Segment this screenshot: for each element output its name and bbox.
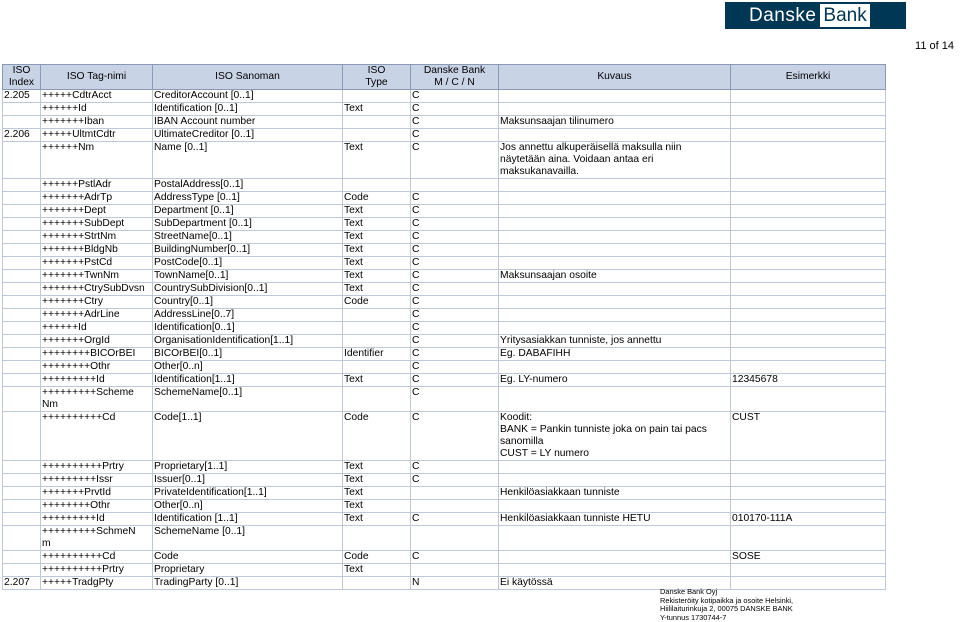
table-body xyxy=(3,90,886,590)
cell-message-element: SubDepartment [0..1] xyxy=(153,218,343,231)
footer-line: Rekisteröity kotipaikka ja osoite Helsinki, xyxy=(660,595,794,605)
cell-description xyxy=(499,526,731,551)
cell-description: Henkilöasiakkaan tunniste xyxy=(499,487,731,500)
cell-tag-name: ++++++++++Cd xyxy=(41,412,153,461)
cell-iso-index xyxy=(3,270,41,283)
cell-mcn: C xyxy=(411,90,499,103)
cell-iso-index xyxy=(3,551,41,564)
cell-description xyxy=(499,179,731,192)
cell-description xyxy=(499,564,731,577)
header-iso-message: ISO Sanoman xyxy=(153,65,343,90)
cell-tag-name: +++++++AdrLine xyxy=(41,309,153,322)
cell-description xyxy=(499,296,731,309)
table-row xyxy=(3,142,886,179)
cell-mcn: C xyxy=(411,309,499,322)
cell-message-element: Identification[0..1] xyxy=(153,322,343,335)
cell-message-element: SchemeName [0..1] xyxy=(153,526,343,551)
cell-mcn: C xyxy=(411,474,499,487)
cell-tag-name: ++++++Nm xyxy=(41,142,153,179)
table-row xyxy=(3,90,886,103)
cell-type: Text xyxy=(343,461,411,474)
cell-message-element: SchemeName[0..1] xyxy=(153,387,343,412)
table-row xyxy=(3,374,886,387)
cell-mcn: C xyxy=(411,412,499,461)
table-row xyxy=(3,461,886,474)
cell-description xyxy=(499,500,731,513)
cell-description xyxy=(499,192,731,205)
cell-tag-name: ++++++++++Prtry xyxy=(41,461,153,474)
cell-type: Text xyxy=(343,374,411,387)
cell-message-element: CountrySubDivision[0..1] xyxy=(153,283,343,296)
cell-example xyxy=(731,192,886,205)
cell-example xyxy=(731,205,886,218)
cell-description xyxy=(499,90,731,103)
cell-tag-name: +++++TradgPty xyxy=(41,577,153,590)
cell-type: Text xyxy=(343,103,411,116)
cell-type: Code xyxy=(343,192,411,205)
table-row xyxy=(3,296,886,309)
cell-description xyxy=(499,129,731,142)
table-row xyxy=(3,361,886,374)
cell-message-element: Proprietary[1..1] xyxy=(153,461,343,474)
cell-iso-index xyxy=(3,296,41,309)
cell-description: Eg. LY-numero xyxy=(499,374,731,387)
cell-example xyxy=(731,461,886,474)
cell-tag-name: ++++++++BICOrBEI xyxy=(41,348,153,361)
header-iso-index: ISO Index xyxy=(3,65,41,90)
cell-mcn: C xyxy=(411,257,499,270)
table-row xyxy=(3,192,886,205)
cell-iso-index xyxy=(3,179,41,192)
cell-tag-name: ++++++++++Cd xyxy=(41,551,153,564)
table-row xyxy=(3,283,886,296)
table-row xyxy=(3,564,886,577)
cell-example xyxy=(731,487,886,500)
cell-description xyxy=(499,257,731,270)
table-header-row xyxy=(3,65,886,90)
cell-type xyxy=(343,387,411,412)
cell-example xyxy=(731,129,886,142)
cell-mcn xyxy=(411,526,499,551)
cell-type: Text xyxy=(343,564,411,577)
cell-example xyxy=(731,309,886,322)
cell-mcn: C xyxy=(411,283,499,296)
cell-tag-name: +++++++++Id xyxy=(41,513,153,526)
cell-mcn xyxy=(411,564,499,577)
cell-message-element: PostCode[0..1] xyxy=(153,257,343,270)
cell-mcn: C xyxy=(411,192,499,205)
cell-message-element: Other[0..n] xyxy=(153,500,343,513)
cell-tag-name: +++++UltmtCdtr xyxy=(41,129,153,142)
cell-example xyxy=(731,231,886,244)
cell-mcn: C xyxy=(411,231,499,244)
cell-message-element: AddressType [0..1] xyxy=(153,192,343,205)
cell-example xyxy=(731,348,886,361)
cell-message-element: Proprietary xyxy=(153,564,343,577)
footer-line: Hiililaiturinkuja 2, 00075 DANSKE BANK xyxy=(660,604,793,614)
table-row xyxy=(3,348,886,361)
cell-example xyxy=(731,103,886,116)
cell-type: Text xyxy=(343,244,411,257)
cell-tag-name: +++++++++Scheme Nm xyxy=(41,387,153,412)
cell-iso-index xyxy=(3,192,41,205)
header-danske-bank-mcn: Danske Bank M / C / N xyxy=(411,65,499,90)
cell-type: Text xyxy=(343,487,411,500)
cell-type xyxy=(343,577,411,590)
cell-mcn: C xyxy=(411,270,499,283)
cell-tag-name: ++++++++Othr xyxy=(41,500,153,513)
cell-mcn xyxy=(411,487,499,500)
cell-tag-name: ++++++PstlAdr xyxy=(41,179,153,192)
cell-example xyxy=(731,244,886,257)
cell-tag-name: ++++++++Othr xyxy=(41,361,153,374)
cell-example xyxy=(731,526,886,551)
cell-message-element: Code xyxy=(153,551,343,564)
cell-message-element: IBAN Account number xyxy=(153,116,343,129)
cell-mcn: C xyxy=(411,513,499,526)
cell-message-element: AddressLine[0..7] xyxy=(153,309,343,322)
cell-message-element: Identification [0..1] xyxy=(153,103,343,116)
cell-mcn: N xyxy=(411,577,499,590)
cell-iso-index xyxy=(3,244,41,257)
cell-type: Text xyxy=(343,500,411,513)
table-row xyxy=(3,218,886,231)
cell-message-element: UltimateCreditor [0..1] xyxy=(153,129,343,142)
cell-tag-name: +++++++OrgId xyxy=(41,335,153,348)
cell-example xyxy=(731,179,886,192)
cell-iso-index xyxy=(3,412,41,461)
cell-iso-index xyxy=(3,387,41,412)
cell-iso-index xyxy=(3,361,41,374)
cell-type: Text xyxy=(343,218,411,231)
cell-mcn: C xyxy=(411,551,499,564)
cell-example xyxy=(731,90,886,103)
cell-mcn: C xyxy=(411,374,499,387)
cell-description xyxy=(499,283,731,296)
table-row xyxy=(3,205,886,218)
cell-description xyxy=(499,309,731,322)
table-row xyxy=(3,387,886,412)
footer-line: Y-tunnus 1730744-7 xyxy=(660,612,727,622)
cell-mcn: C xyxy=(411,361,499,374)
cell-mcn: C xyxy=(411,296,499,309)
cell-description: Henkilöasiakkaan tunniste HETU xyxy=(499,513,731,526)
cell-mcn: C xyxy=(411,218,499,231)
cell-description: Yritysasiakkan tunniste, jos annettu xyxy=(499,335,731,348)
table-row xyxy=(3,244,886,257)
cell-message-element: StreetName[0..1] xyxy=(153,231,343,244)
header-iso-type: ISO Type xyxy=(343,65,411,90)
table-row xyxy=(3,487,886,500)
cell-iso-index xyxy=(3,322,41,335)
cell-iso-index xyxy=(3,348,41,361)
cell-message-element: Country[0..1] xyxy=(153,296,343,309)
table-row xyxy=(3,257,886,270)
cell-mcn: C xyxy=(411,116,499,129)
cell-type: Identifier xyxy=(343,348,411,361)
cell-type xyxy=(343,90,411,103)
cell-type: Text xyxy=(343,231,411,244)
cell-iso-index xyxy=(3,335,41,348)
cell-message-element: Issuer[0..1] xyxy=(153,474,343,487)
footer-line: Danske Bank Oyj xyxy=(660,587,718,596)
table-row xyxy=(3,103,886,116)
cell-description xyxy=(499,474,731,487)
cell-message-element: Name [0..1] xyxy=(153,142,343,179)
table-row xyxy=(3,551,886,564)
cell-message-element: OrganisationIdentification[1..1] xyxy=(153,335,343,348)
cell-tag-name: ++++++Id xyxy=(41,322,153,335)
cell-example xyxy=(731,387,886,412)
cell-iso-index xyxy=(3,103,41,116)
cell-message-element: Department [0..1] xyxy=(153,205,343,218)
logo-word-danske: Danske xyxy=(749,4,817,26)
cell-example: CUST xyxy=(731,412,886,461)
cell-iso-index xyxy=(3,283,41,296)
cell-description: Koodit: BANK = Pankin tunniste joka on pain tai pacs sanomilla CUST = LY numero xyxy=(499,412,731,461)
company-footer xyxy=(660,588,793,622)
table-row xyxy=(3,322,886,335)
cell-description: Ei käytössä xyxy=(499,577,731,590)
cell-type xyxy=(343,526,411,551)
cell-description xyxy=(499,218,731,231)
cell-message-element: Other[0..n] xyxy=(153,361,343,374)
cell-example xyxy=(731,270,886,283)
cell-mcn: C xyxy=(411,205,499,218)
cell-iso-index xyxy=(3,257,41,270)
cell-iso-index xyxy=(3,474,41,487)
cell-type: Text xyxy=(343,474,411,487)
cell-description xyxy=(499,244,731,257)
cell-description xyxy=(499,387,731,412)
cell-example xyxy=(731,335,886,348)
cell-tag-name: +++++++Dept xyxy=(41,205,153,218)
cell-type: Text xyxy=(343,513,411,526)
cell-type xyxy=(343,129,411,142)
cell-type xyxy=(343,179,411,192)
cell-type xyxy=(343,322,411,335)
cell-tag-name: +++++++CtrySubDvsn xyxy=(41,283,153,296)
cell-iso-index: 2.205 xyxy=(3,90,41,103)
cell-tag-name: +++++++BldgNb xyxy=(41,244,153,257)
cell-example xyxy=(731,474,886,487)
cell-mcn: C xyxy=(411,129,499,142)
cell-message-element: BICOrBEI[0..1] xyxy=(153,348,343,361)
table-row xyxy=(3,474,886,487)
cell-type: Text xyxy=(343,283,411,296)
cell-description: Maksunsaajan osoite xyxy=(499,270,731,283)
cell-iso-index xyxy=(3,374,41,387)
cell-message-element: CreditorAccount [0..1] xyxy=(153,90,343,103)
cell-type xyxy=(343,116,411,129)
cell-tag-name: +++++++++Issr xyxy=(41,474,153,487)
cell-message-element: TradingParty [0..1] xyxy=(153,577,343,590)
danske-bank-logo xyxy=(725,2,906,29)
cell-example xyxy=(731,142,886,179)
table-row xyxy=(3,526,886,551)
cell-tag-name: +++++++SubDept xyxy=(41,218,153,231)
cell-description xyxy=(499,361,731,374)
cell-example xyxy=(731,322,886,335)
cell-message-element: TownName[0..1] xyxy=(153,270,343,283)
cell-mcn: C xyxy=(411,387,499,412)
cell-description: Maksunsaajan tilinumero xyxy=(499,116,731,129)
cell-type: Code xyxy=(343,551,411,564)
cell-description xyxy=(499,231,731,244)
cell-iso-index xyxy=(3,231,41,244)
cell-tag-name: +++++++PrvtId xyxy=(41,487,153,500)
cell-mcn: C xyxy=(411,103,499,116)
cell-example: 010170-111A xyxy=(731,513,886,526)
cell-mcn: C xyxy=(411,461,499,474)
cell-description: Eg. DABAFIHH xyxy=(499,348,731,361)
cell-tag-name: +++++CdtrAcct xyxy=(41,90,153,103)
cell-type: Text xyxy=(343,257,411,270)
cell-iso-index xyxy=(3,142,41,179)
iso-message-table xyxy=(2,64,886,590)
cell-description xyxy=(499,103,731,116)
cell-tag-name: +++++++++Id xyxy=(41,374,153,387)
cell-mcn xyxy=(411,179,499,192)
cell-example xyxy=(731,257,886,270)
header-description: Kuvaus xyxy=(499,65,731,90)
cell-iso-index xyxy=(3,218,41,231)
cell-description xyxy=(499,322,731,335)
cell-message-element: Identification[1..1] xyxy=(153,374,343,387)
cell-tag-name: +++++++StrtNm xyxy=(41,231,153,244)
cell-iso-index xyxy=(3,513,41,526)
cell-type: Text xyxy=(343,270,411,283)
cell-mcn xyxy=(411,500,499,513)
header-example: Esimerkki xyxy=(731,65,886,90)
cell-mcn: C xyxy=(411,322,499,335)
cell-tag-name: ++++++++++Prtry xyxy=(41,564,153,577)
table-row xyxy=(3,179,886,192)
cell-example xyxy=(731,218,886,231)
cell-type xyxy=(343,309,411,322)
cell-iso-index xyxy=(3,461,41,474)
cell-iso-index: 2.206 xyxy=(3,129,41,142)
page-number: 11 of 14 xyxy=(915,40,954,52)
table-row xyxy=(3,412,886,461)
cell-tag-name: +++++++PstCd xyxy=(41,257,153,270)
table-row xyxy=(3,116,886,129)
cell-iso-index: 2.207 xyxy=(3,577,41,590)
cell-description: Jos annettu alkuperäisellä maksulla niin näytetään aina. Voidaan antaa eri maksukanavailla. xyxy=(499,142,731,179)
cell-example xyxy=(731,116,886,129)
table-row xyxy=(3,129,886,142)
cell-iso-index xyxy=(3,309,41,322)
cell-message-element: Code[1..1] xyxy=(153,412,343,461)
cell-type: Code xyxy=(343,412,411,461)
cell-mcn: C xyxy=(411,142,499,179)
table-row xyxy=(3,231,886,244)
cell-iso-index xyxy=(3,564,41,577)
table-row xyxy=(3,270,886,283)
cell-tag-name: +++++++++SchmeN m xyxy=(41,526,153,551)
cell-tag-name: ++++++Id xyxy=(41,103,153,116)
cell-mcn: C xyxy=(411,335,499,348)
cell-example: 12345678 xyxy=(731,374,886,387)
cell-example xyxy=(731,283,886,296)
table-row xyxy=(3,500,886,513)
cell-type: Text xyxy=(343,205,411,218)
cell-type: Code xyxy=(343,296,411,309)
cell-message-element: PostalAddress[0..1] xyxy=(153,179,343,192)
cell-description xyxy=(499,205,731,218)
cell-message-element: PrivateIdentification[1..1] xyxy=(153,487,343,500)
cell-tag-name: +++++++Iban xyxy=(41,116,153,129)
cell-type xyxy=(343,361,411,374)
cell-type: Text xyxy=(343,142,411,179)
logo-word-bank: Bank xyxy=(820,4,869,27)
cell-description xyxy=(499,551,731,564)
cell-iso-index xyxy=(3,526,41,551)
cell-example xyxy=(731,361,886,374)
cell-iso-index xyxy=(3,116,41,129)
cell-mcn: C xyxy=(411,244,499,257)
cell-example xyxy=(731,500,886,513)
cell-iso-index xyxy=(3,500,41,513)
cell-example: SOSE xyxy=(731,551,886,564)
cell-message-element: BuildingNumber[0..1] xyxy=(153,244,343,257)
cell-description xyxy=(499,461,731,474)
cell-iso-index xyxy=(3,205,41,218)
cell-example xyxy=(731,296,886,309)
cell-message-element: Identification [1..1] xyxy=(153,513,343,526)
table-row xyxy=(3,309,886,322)
cell-example xyxy=(731,564,886,577)
header-iso-tag-name: ISO Tag-nimi xyxy=(41,65,153,90)
cell-tag-name: +++++++TwnNm xyxy=(41,270,153,283)
table-row xyxy=(3,335,886,348)
cell-type xyxy=(343,335,411,348)
cell-tag-name: +++++++AdrTp xyxy=(41,192,153,205)
cell-tag-name: +++++++Ctry xyxy=(41,296,153,309)
cell-mcn: C xyxy=(411,348,499,361)
cell-iso-index xyxy=(3,487,41,500)
table-row xyxy=(3,513,886,526)
